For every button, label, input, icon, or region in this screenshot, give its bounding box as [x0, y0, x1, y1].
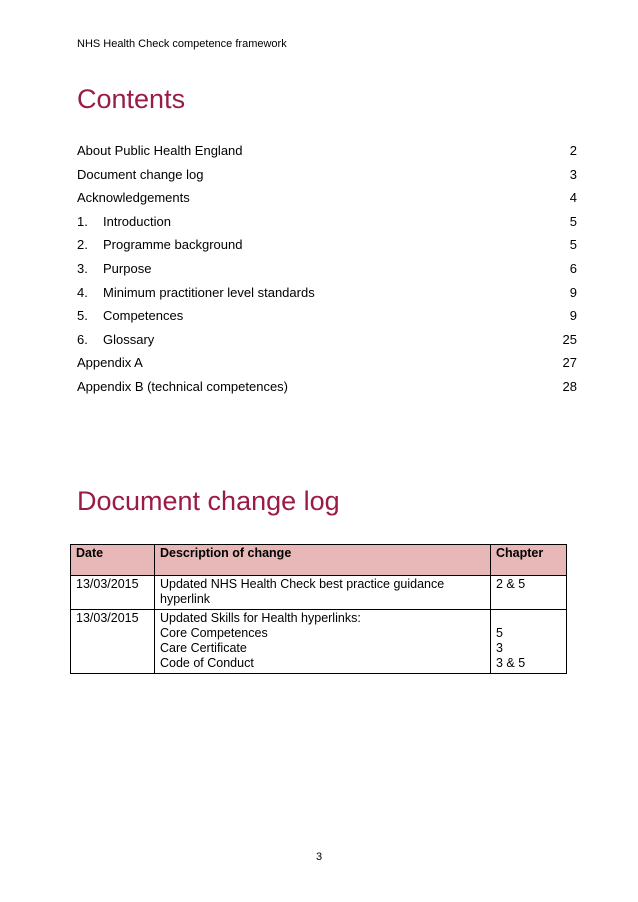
toc-entry-page: 2: [569, 143, 577, 158]
description-line: hyperlink: [160, 592, 211, 606]
toc-entry-number: 4.: [77, 284, 88, 300]
description-line: Updated Skills for Health hyperlinks:: [160, 611, 361, 625]
cell-chapter: [491, 610, 567, 674]
toc-entry[interactable]: [77, 283, 577, 307]
chapter-line: 2 & 5: [496, 577, 526, 591]
toc-entry[interactable]: [77, 188, 577, 212]
toc-entry-page: 5: [569, 237, 577, 253]
chapter-line: 5: [496, 626, 503, 640]
toc-entry-page: 9: [569, 284, 577, 300]
toc-entry-page: 25: [562, 331, 577, 347]
description-line: Code of Conduct: [160, 656, 254, 670]
toc-entry-text: Competences: [103, 308, 184, 324]
description-line: Core Competences: [160, 626, 268, 640]
column-header-chapter: Chapter: [491, 545, 567, 576]
toc-entry-text: About Public Health England: [77, 143, 243, 158]
chapter-line: 3 & 5: [496, 656, 526, 670]
toc-entry[interactable]: [77, 165, 577, 189]
toc-entry[interactable]: [77, 212, 577, 236]
chapter-spacer: [496, 611, 561, 626]
toc-entry-number: 2.: [77, 237, 88, 253]
table-header-row: [71, 545, 567, 576]
toc-entry-number: 5.: [77, 308, 88, 324]
toc-entry-text: Appendix B (technical competences): [77, 378, 289, 394]
column-header-description: Description of change: [155, 545, 491, 576]
toc-entry-number: 6.: [77, 331, 88, 347]
toc-entry[interactable]: [77, 377, 577, 401]
toc-entry-text: Acknowledgements: [77, 190, 190, 206]
toc-entry-text: Introduction: [103, 213, 171, 229]
toc-entry-page: 28: [562, 378, 577, 394]
toc-entry[interactable]: [77, 353, 577, 377]
table-row: [71, 576, 567, 610]
contents-title: Contents: [77, 84, 186, 114]
toc-entry-text: Document change log: [77, 166, 204, 182]
toc-entry-page: 4: [569, 190, 577, 206]
change-log-table: [70, 544, 567, 674]
cell-description: [155, 576, 491, 610]
toc-entry[interactable]: [77, 235, 577, 259]
change-log-title: Document change log: [77, 486, 340, 516]
toc-entry-number: 1.: [77, 213, 88, 229]
toc-entry-text: Appendix A: [77, 355, 143, 371]
toc-entry-page: 27: [562, 355, 577, 371]
cell-date: 13/03/2015: [71, 610, 155, 674]
chapter-line: 3: [496, 641, 503, 655]
toc-entry-page: 6: [569, 260, 577, 276]
table-row: [71, 610, 567, 674]
toc-entry-page: 9: [569, 308, 577, 324]
running-header: NHS Health Check competence framework: [77, 38, 287, 50]
cell-chapter: [491, 576, 567, 610]
description-line: Care Certificate: [160, 641, 247, 655]
description-line: Updated NHS Health Check best practice guidance: [160, 577, 445, 591]
toc-entry-text: Minimum practitioner level standards: [103, 284, 315, 300]
toc-entry[interactable]: [77, 259, 577, 283]
toc-entry[interactable]: [77, 330, 577, 354]
cell-date: 13/03/2015: [71, 576, 155, 610]
page-number: 3: [315, 851, 323, 863]
toc-entry[interactable]: [77, 141, 577, 165]
toc-entry-text: Programme background: [103, 237, 243, 253]
toc-entry-text: Purpose: [103, 260, 152, 276]
toc-entry-page: 3: [569, 166, 577, 182]
cell-description: [155, 610, 491, 674]
toc-entry[interactable]: [77, 306, 577, 330]
toc-entry-text: Glossary: [103, 331, 155, 347]
column-header-date: Date: [71, 545, 155, 576]
toc-entry-number: 3.: [77, 260, 88, 276]
table-of-contents: [77, 141, 577, 401]
toc-entry-page: 5: [569, 213, 577, 229]
